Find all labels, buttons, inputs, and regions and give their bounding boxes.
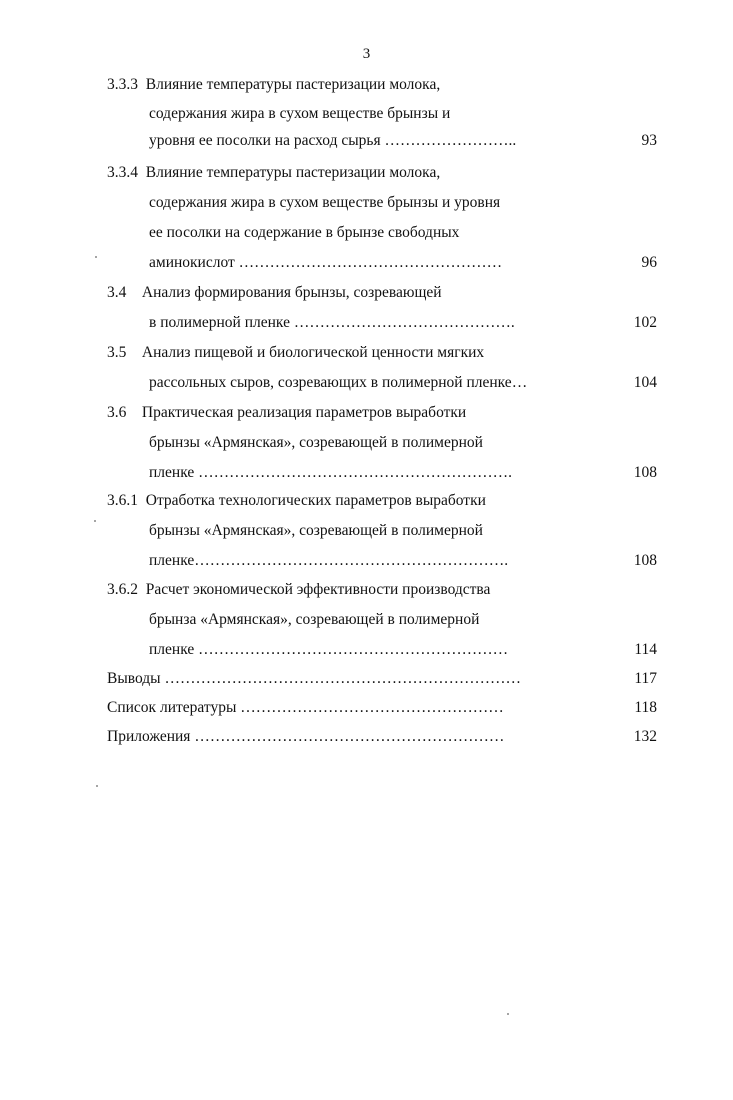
toc-line: Приложения …………………………………………………… (107, 728, 505, 745)
toc-page-number: 102 (633, 314, 657, 331)
toc-line: содержания жира в сухом веществе брынзы и (149, 105, 451, 122)
toc-line: уровня ее посолки на расход сырья …………………….. (149, 132, 517, 149)
toc-line: брынзы «Армянская», созревающей в полимерной (149, 434, 483, 451)
toc-line: 3.6.1 Отработка технологических параметров выработки (107, 492, 486, 509)
scan-speck (95, 256, 97, 258)
toc-line: брынза «Армянская», созревающей в полимерной (149, 611, 480, 628)
toc-line: 3.3.4 Влияние температуры пастеризации молока, (107, 164, 441, 181)
toc-line: Список литературы …………………………………………… (107, 699, 504, 716)
scan-speck (507, 1013, 509, 1015)
toc-page-number: 93 (641, 132, 657, 149)
scan-speck (94, 520, 96, 522)
toc-page-number: 108 (633, 464, 657, 481)
toc-page-number: 108 (633, 552, 657, 569)
toc-line: ее посолки на содержание в брынзе свободных (149, 224, 460, 241)
toc-line: 3.6 Практическая реализация параметров выработки (107, 404, 467, 421)
toc-page-number: 96 (641, 254, 657, 271)
toc-line: пленке …………………………………………………… (149, 641, 509, 658)
toc-line: 3.4 Анализ формирования брынзы, созревающей (107, 284, 442, 301)
toc-line: аминокислот …………………………………………… (149, 254, 503, 271)
toc-line: рассольных сыров, созревающих в полимерной пленке… (149, 374, 528, 391)
toc-line: брынзы «Армянская», созревающей в полимерной (149, 522, 483, 539)
toc-page-number: 114 (634, 641, 657, 658)
toc-line: Выводы …………………………………………………………… (107, 670, 521, 687)
toc-line: 3.3.3 Влияние температуры пастеризации молока, (107, 76, 441, 93)
toc-page-number: 117 (634, 670, 657, 687)
toc-line: пленке……………………………………………………. (149, 552, 509, 569)
toc-line: 3.6.2 Расчет экономической эффективности производства (107, 581, 491, 598)
toc-page-number: 104 (633, 374, 657, 391)
scan-speck (96, 785, 98, 787)
toc-page-number: 118 (634, 699, 657, 716)
toc-line: содержания жира в сухом веществе брынзы и уровня (149, 194, 501, 211)
toc-line: в полимерной пленке ……………………………………. (149, 314, 515, 331)
toc-page-number: 132 (633, 728, 657, 745)
toc-line: 3.5 Анализ пищевой и биологической ценности мягких (107, 344, 485, 361)
toc-line: пленке ……………………………………………………. (149, 464, 512, 481)
page-number: 3 (362, 46, 371, 62)
